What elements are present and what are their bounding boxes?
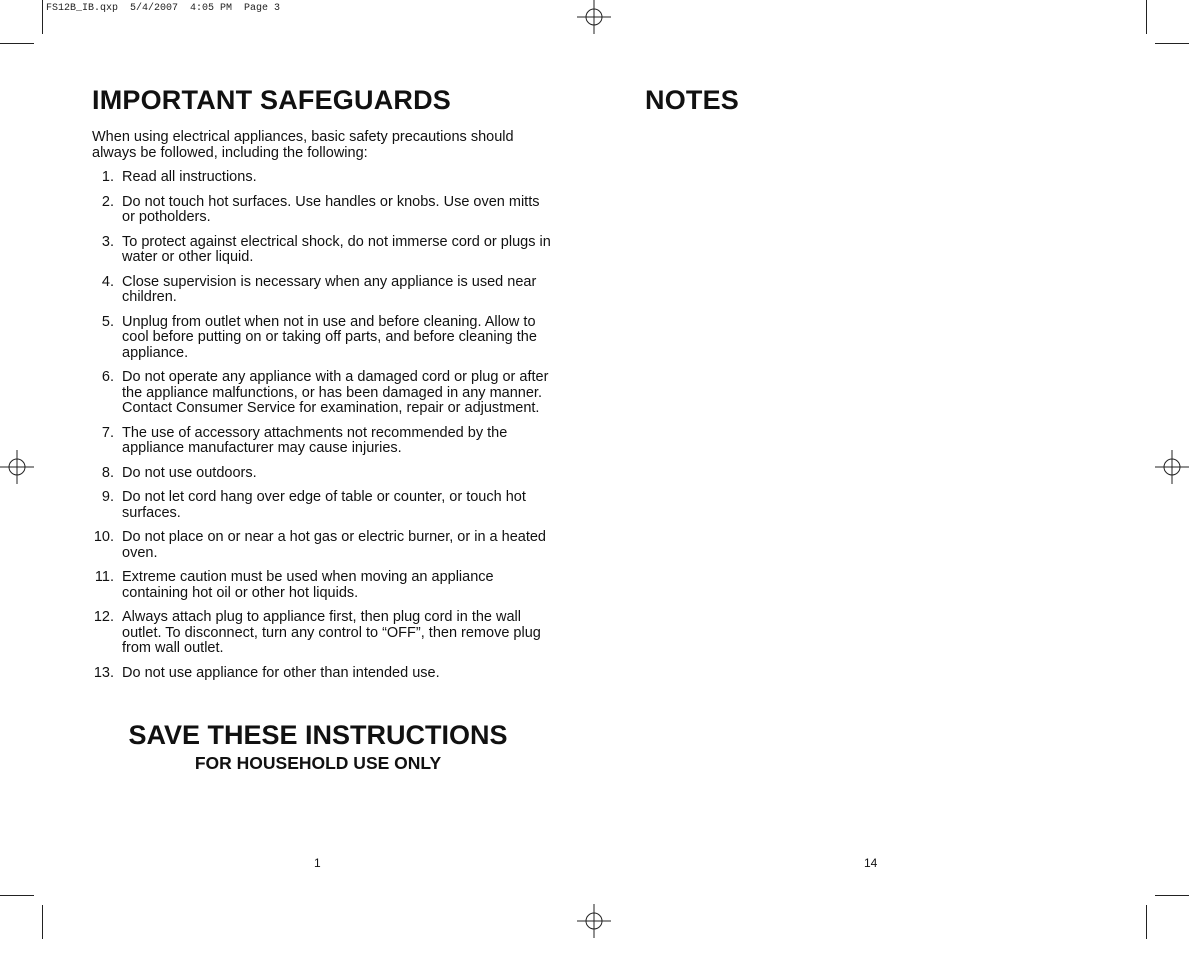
registration-mark-icon — [577, 0, 611, 34]
crop-mark — [42, 0, 43, 34]
crop-mark — [0, 43, 34, 44]
list-item — [92, 570, 552, 601]
list-item — [92, 275, 552, 306]
list-item — [92, 610, 552, 657]
list-item-text: Do not place on or near a hot gas or electric burner, or in a heated oven. — [122, 529, 546, 561]
list-item-number: 8. — [101, 464, 114, 481]
list-item-text: Do not use outdoors. — [122, 464, 257, 481]
list-item-number: 1. — [101, 169, 114, 185]
crop-mark — [1146, 0, 1147, 34]
list-item — [92, 666, 552, 682]
list-item-number: 12. — [93, 609, 114, 625]
list-item — [92, 370, 552, 417]
crop-mark — [1146, 905, 1147, 939]
list-item — [92, 426, 552, 457]
list-item-text: Do not use appliance for other than intended use. — [122, 664, 440, 681]
registration-mark-icon — [577, 904, 611, 938]
page-number-right: 14 — [864, 856, 878, 870]
list-item-number: 13. — [93, 664, 114, 681]
page-number-left: 1 — [314, 856, 321, 870]
list-item — [92, 235, 552, 266]
list-item-number: 6. — [101, 369, 114, 385]
list-item — [92, 530, 552, 561]
save-instructions-title: SAVE THESE INSTRUCTIONS — [128, 720, 508, 750]
list-item-number: 4. — [101, 273, 114, 290]
list-item-text: Do not operate any appliance with a damaged cord or plug or after the appliance malfunctions, or has been damaged in any manner. Contact Consumer Service for examination, repair or adjustment. — [122, 369, 549, 416]
list-item-text: Always attach plug to appliance first, then plug cord in the wall outlet. To disconnect, turn any control to “OFF”, then remove plug from wall outlet. — [122, 609, 541, 656]
list-item-number: 5. — [101, 313, 114, 330]
list-item-number: 3. — [101, 233, 114, 250]
list-item-number: 2. — [101, 193, 114, 210]
list-item-text: Unplug from outlet when not in use and before cleaning. Allow to cool before putting on or taking off parts, and before cleaning the appliance. — [122, 313, 537, 361]
list-item-text: Do not let cord hang over edge of table or counter, or touch hot surfaces. — [122, 489, 526, 521]
crop-mark — [0, 895, 34, 896]
list-item — [92, 315, 552, 362]
list-item — [92, 466, 552, 482]
registration-mark-icon — [0, 450, 34, 484]
list-item — [92, 490, 552, 521]
list-item-text: Extreme caution must be used when moving an appliance containing hot oil or other hot liquids. — [122, 569, 494, 601]
list-item-text: Do not touch hot surfaces. Use handles or knobs. Use oven mitts or potholders. — [122, 193, 540, 225]
safeguards-title: IMPORTANT SAFEGUARDS — [92, 85, 451, 115]
list-item-number: 10. — [93, 529, 114, 545]
list-item-number: 11. — [94, 569, 114, 585]
list-item-number: 9. — [101, 489, 114, 505]
intro-paragraph: When using electrical appliances, basic safety precautions should always be followed, including the following: — [92, 129, 514, 161]
crop-mark — [1155, 43, 1189, 44]
list-item — [92, 170, 552, 186]
list-item-text: Close supervision is necessary when any appliance is used near children. — [122, 273, 537, 305]
list-item-text: Read all instructions. — [122, 169, 257, 185]
list-item-number: 7. — [101, 424, 114, 441]
registration-mark-icon — [1155, 450, 1189, 484]
crop-mark — [42, 905, 43, 939]
notes-title: NOTES — [645, 85, 740, 115]
print-slug: FS12B_IB.qxp 5/4/2007 4:05 PM Page 3 — [46, 3, 281, 14]
list-item — [92, 195, 552, 226]
crop-mark — [1155, 895, 1189, 896]
save-instructions-block — [92, 718, 544, 774]
list-item-text: The use of accessory attachments not recommended by the appliance manufacturer may cause injuries. — [122, 424, 508, 456]
household-use-subtitle: FOR HOUSEHOLD USE ONLY — [194, 753, 442, 773]
safeguards-list — [92, 170, 552, 690]
list-item-text: To protect against electrical shock, do not immerse cord or plugs in water or other liquid. — [122, 233, 551, 265]
